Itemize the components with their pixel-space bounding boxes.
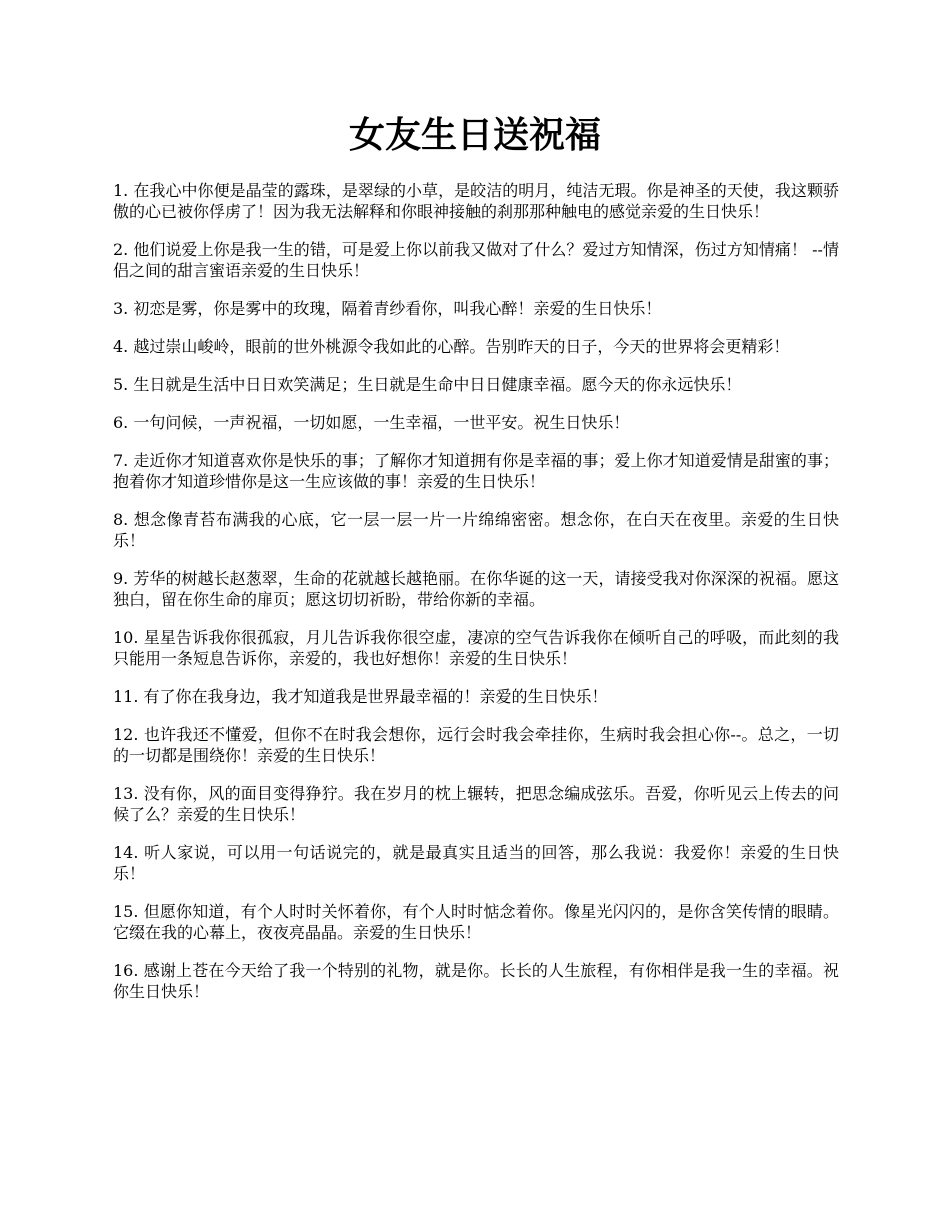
paragraph-3: 3. 初恋是雾，你是雾中的玫瑰，隔着青纱看你，叫我心醉！亲爱的生日快乐！ [113,299,662,318]
paragraph-14: 14. 听人家说，可以用一句话说完的，就是最真实且适当的回答，那么我说：我爱你！亲爱的生日快乐！ [113,843,839,883]
paragraph-6: 6. 一句问候，一声祝福，一切如愿，一生幸福，一世平安。祝生日快乐！ [113,413,630,432]
paragraph-15: 15. 但愿你知道，有个人时时关怀着你，有个人时时惦念着你。像星光闪闪的，是你含笑传情的眼睛。它缀在我的心幕上，夜夜亮晶晶。亲爱的生日快乐！ [113,902,839,942]
paragraph-16: 16. 感谢上苍在今天给了我一个特别的礼物，就是你。长长的人生旅程，有你相伴是我一生的幸福。祝你生日快乐！ [113,961,839,1001]
paragraph-11: 11. 有了你在我身边，我才知道我是世界最幸福的！亲爱的生日快乐！ [113,687,608,706]
paragraph-2: 2. 他们说爱上你是我一生的错，可是爱上你以前我又做对了什么？爱过方知情深，伤过方知情痛！ --情侣之间的甜言蜜语亲爱的生日快乐！ [113,240,839,280]
paragraph-13: 13. 没有你，风的面目变得狰狞。我在岁月的枕上辗转，把思念编成弦乐。吾爱，你听见云上传去的问候了么？亲爱的生日快乐！ [113,784,839,824]
page-title: 女友生日送祝福 [348,115,601,156]
paragraph-4: 4. 越过崇山峻岭，眼前的世外桃源令我如此的心醉。告别昨天的日子，今天的世界将会更精彩！ [113,337,790,356]
paragraph-5: 5. 生日就是生活中日日欢笑满足；生日就是生命中日日健康幸福。愿今天的你永远快乐！ [113,375,742,394]
document-body [113,180,839,1019]
paragraph-1: 1. 在我心中你便是晶莹的露珠，是翠绿的小草，是皎洁的明月，纯洁无瑕。你是神圣的天使，我这颗骄傲的心已被你俘虏了！因为我无法解释和你眼神接触的刹那那种触电的感觉亲爱的生日快乐！ [113,181,839,221]
paragraph-7: 7. 走近你才知道喜欢你是快乐的事；了解你才知道拥有你是幸福的事；爱上你才知道爱情是甜蜜的事；抱着你才知道珍惜你是这一生应该做的事！亲爱的生日快乐！ [113,451,839,491]
paragraph-12: 12. 也许我还不懂爱，但你不在时我会想你，远行会时我会牵挂你，生病时我会担心你--。总之，一切的一切都是围绕你！亲爱的生日快乐！ [113,725,839,765]
paragraph-9: 9. 芳华的树越长赵葱翠，生命的花就越长越艳丽。在你华诞的这一天，请接受我对你深深的祝福。愿这独白，留在你生命的扉页；愿这切切祈盼，带给你新的幸福。 [113,569,839,609]
paragraph-10: 10. 星星告诉我你很孤寂，月儿告诉我你很空虚，凄凉的空气告诉我你在倾听自己的呼吸，而此刻的我只能用一条短息告诉你，亲爱的，我也好想你！亲爱的生日快乐！ [113,628,839,668]
paragraph-8: 8. 想念像青苔布满我的心底，它一层一层一片一片绵绵密密。想念你，在白天在夜里。亲爱的生日快乐！ [113,510,839,550]
